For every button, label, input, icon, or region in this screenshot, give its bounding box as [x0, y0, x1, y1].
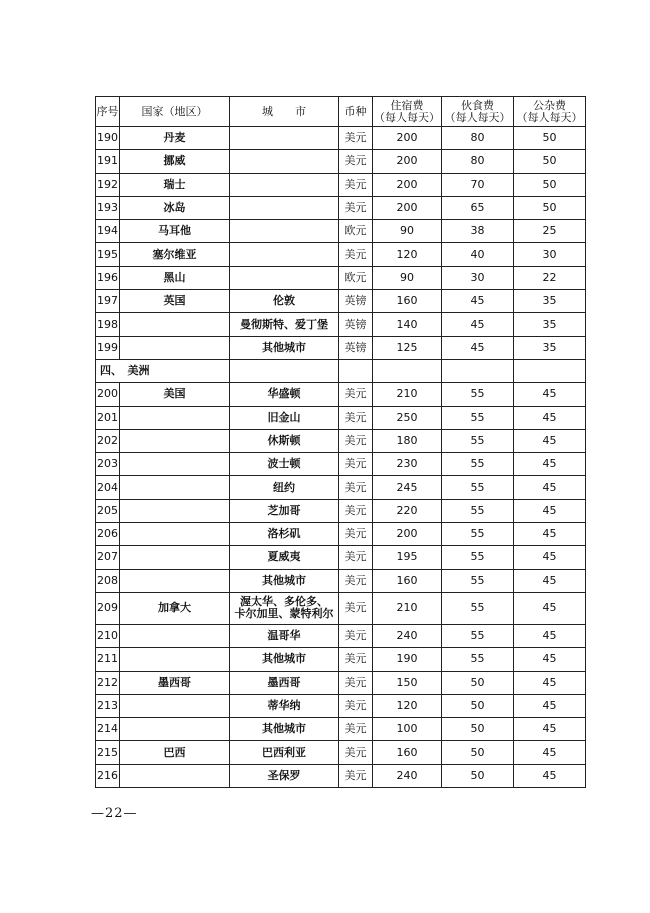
cell-food: 55: [442, 523, 514, 546]
cell-country: [120, 406, 230, 429]
header-country: 国家（地区）: [120, 97, 230, 127]
cell-misc: 45: [514, 718, 586, 741]
cell-misc: 45: [514, 499, 586, 522]
cell-food: 50: [442, 764, 514, 787]
cell-no: 214: [96, 718, 120, 741]
header-city: 城 市: [230, 97, 339, 127]
table-row: [96, 406, 586, 429]
cell-no: 200: [96, 383, 120, 406]
section-row: [96, 359, 586, 382]
table-row: [96, 648, 586, 671]
cell-country: 墨西哥: [120, 671, 230, 694]
cell-currency: 美元: [339, 741, 373, 764]
cell-city: [230, 266, 339, 289]
cell-country: 英国: [120, 290, 230, 313]
cell-city: 洛杉矶: [230, 523, 339, 546]
cell-hotel: 200: [373, 196, 442, 219]
cell-currency: 美元: [339, 592, 373, 624]
cell-no: 206: [96, 523, 120, 546]
cell-food: 45: [442, 336, 514, 359]
cell-currency: 美元: [339, 546, 373, 569]
cell-hotel: 210: [373, 592, 442, 624]
cell-currency: 美元: [339, 764, 373, 787]
cell-hotel: 125: [373, 336, 442, 359]
cell-no: 191: [96, 150, 120, 173]
cell-hotel: 90: [373, 266, 442, 289]
cell-country: 瑞士: [120, 173, 230, 196]
cell-misc: 50: [514, 173, 586, 196]
cell-country: [120, 523, 230, 546]
cell-food: 30: [442, 266, 514, 289]
page-number: —22—: [91, 806, 138, 821]
cell-food: 50: [442, 718, 514, 741]
cell-food: 80: [442, 150, 514, 173]
cell-currency: 美元: [339, 499, 373, 522]
cell-no: 193: [96, 196, 120, 219]
cell-country: [120, 499, 230, 522]
table-row: [96, 313, 586, 336]
table-row: [96, 476, 586, 499]
cell-country: 冰岛: [120, 196, 230, 219]
cell-hotel: 180: [373, 429, 442, 452]
table-row: [96, 127, 586, 150]
table-body: [96, 127, 586, 788]
cell-food: 45: [442, 313, 514, 336]
cell-hotel: 200: [373, 173, 442, 196]
cell-city: 纽约: [230, 476, 339, 499]
cell-food: 55: [442, 383, 514, 406]
cell-currency: 美元: [339, 476, 373, 499]
table-row: [96, 523, 586, 546]
table-row: [96, 173, 586, 196]
cell-food: 55: [442, 476, 514, 499]
cell-currency: 欧元: [339, 266, 373, 289]
cell-no: 211: [96, 648, 120, 671]
cell-misc: 45: [514, 546, 586, 569]
cell-city: 夏威夷: [230, 546, 339, 569]
table-row: [96, 694, 586, 717]
cell-hotel: 120: [373, 694, 442, 717]
cell-hotel: 120: [373, 243, 442, 266]
cell-food: 55: [442, 429, 514, 452]
cell-city: [230, 196, 339, 219]
cell-currency: 美元: [339, 127, 373, 150]
empty-cell: [373, 359, 442, 382]
cell-no: 207: [96, 546, 120, 569]
cell-city: 华盛顿: [230, 383, 339, 406]
table-row: [96, 150, 586, 173]
cell-no: 203: [96, 453, 120, 476]
cell-no: 192: [96, 173, 120, 196]
cell-country: [120, 476, 230, 499]
cell-currency: 美元: [339, 150, 373, 173]
cell-no: 215: [96, 741, 120, 764]
cell-city: 巴西利亚: [230, 741, 339, 764]
cell-hotel: 200: [373, 150, 442, 173]
cell-misc: 50: [514, 196, 586, 219]
cell-city: 其他城市: [230, 336, 339, 359]
table-row: [96, 220, 586, 243]
cell-city: 圣保罗: [230, 764, 339, 787]
cell-no: 204: [96, 476, 120, 499]
cell-currency: 英镑: [339, 336, 373, 359]
cell-misc: 35: [514, 290, 586, 313]
cell-misc: 35: [514, 313, 586, 336]
cell-food: 70: [442, 173, 514, 196]
table-row: [96, 266, 586, 289]
header-currency: 币种: [339, 97, 373, 127]
cell-no: 198: [96, 313, 120, 336]
cell-food: 55: [442, 648, 514, 671]
cell-misc: 45: [514, 741, 586, 764]
cell-hotel: 90: [373, 220, 442, 243]
cell-no: 212: [96, 671, 120, 694]
cell-currency: 美元: [339, 624, 373, 647]
cell-no: 210: [96, 624, 120, 647]
cell-currency: 美元: [339, 694, 373, 717]
cell-city: 渥太华、多伦多、 卡尔加里、蒙特利尔: [230, 592, 339, 624]
cell-hotel: 100: [373, 718, 442, 741]
cell-food: 80: [442, 127, 514, 150]
cell-currency: 美元: [339, 173, 373, 196]
cell-currency: 美元: [339, 648, 373, 671]
cell-no: 197: [96, 290, 120, 313]
cell-hotel: 245: [373, 476, 442, 499]
cell-misc: 45: [514, 453, 586, 476]
cell-city: 温哥华: [230, 624, 339, 647]
cell-hotel: 150: [373, 671, 442, 694]
cell-misc: 45: [514, 624, 586, 647]
cell-country: 挪威: [120, 150, 230, 173]
cell-misc: 22: [514, 266, 586, 289]
cell-country: [120, 429, 230, 452]
cell-misc: 45: [514, 406, 586, 429]
cell-hotel: 160: [373, 741, 442, 764]
table-row: [96, 592, 586, 624]
cell-misc: 50: [514, 127, 586, 150]
cell-misc: 50: [514, 150, 586, 173]
cell-no: 199: [96, 336, 120, 359]
cell-country: 巴西: [120, 741, 230, 764]
cell-food: 45: [442, 290, 514, 313]
cell-food: 65: [442, 196, 514, 219]
cell-no: 201: [96, 406, 120, 429]
cell-country: 马耳他: [120, 220, 230, 243]
cell-country: [120, 453, 230, 476]
cell-misc: 45: [514, 476, 586, 499]
cell-currency: 美元: [339, 429, 373, 452]
cell-country: [120, 624, 230, 647]
cell-city: 其他城市: [230, 648, 339, 671]
cell-hotel: 250: [373, 406, 442, 429]
cell-city: 芝加哥: [230, 499, 339, 522]
cell-misc: 45: [514, 523, 586, 546]
cell-currency: 美元: [339, 569, 373, 592]
cell-hotel: 200: [373, 523, 442, 546]
header-food: 伙食费 （每人每天）: [442, 97, 514, 127]
cell-misc: 25: [514, 220, 586, 243]
cell-food: 55: [442, 569, 514, 592]
cell-food: 38: [442, 220, 514, 243]
cell-no: 190: [96, 127, 120, 150]
cell-currency: 美元: [339, 383, 373, 406]
table-row: [96, 243, 586, 266]
cell-no: 208: [96, 569, 120, 592]
cell-no: 196: [96, 266, 120, 289]
cell-hotel: 210: [373, 383, 442, 406]
cell-country: 美国: [120, 383, 230, 406]
cell-country: [120, 694, 230, 717]
cell-hotel: 195: [373, 546, 442, 569]
cell-misc: 45: [514, 764, 586, 787]
cell-city: 墨西哥: [230, 671, 339, 694]
table-row: [96, 741, 586, 764]
section-label: 四、 美洲: [96, 359, 230, 382]
header-no: 序号: [96, 97, 120, 127]
cell-currency: 美元: [339, 523, 373, 546]
empty-cell: [339, 359, 373, 382]
cell-misc: 30: [514, 243, 586, 266]
table-row: [96, 624, 586, 647]
allowance-table: [95, 96, 586, 788]
cell-country: [120, 546, 230, 569]
cell-city: 伦敦: [230, 290, 339, 313]
cell-hotel: 190: [373, 648, 442, 671]
table-row: [96, 196, 586, 219]
table-row: [96, 764, 586, 787]
cell-country: [120, 648, 230, 671]
cell-currency: 美元: [339, 243, 373, 266]
cell-hotel: 200: [373, 127, 442, 150]
cell-no: 194: [96, 220, 120, 243]
cell-country: 塞尔维亚: [120, 243, 230, 266]
cell-country: [120, 313, 230, 336]
cell-currency: 欧元: [339, 220, 373, 243]
cell-hotel: 140: [373, 313, 442, 336]
table-row: [96, 671, 586, 694]
empty-cell: [230, 359, 339, 382]
cell-misc: 45: [514, 592, 586, 624]
cell-country: [120, 569, 230, 592]
cell-no: 213: [96, 694, 120, 717]
cell-country: [120, 764, 230, 787]
cell-misc: 45: [514, 694, 586, 717]
cell-hotel: 220: [373, 499, 442, 522]
cell-currency: 美元: [339, 718, 373, 741]
table-row: [96, 383, 586, 406]
table-row: [96, 499, 586, 522]
cell-country: [120, 336, 230, 359]
cell-food: 40: [442, 243, 514, 266]
cell-currency: 英镑: [339, 290, 373, 313]
cell-country: 加拿大: [120, 592, 230, 624]
cell-food: 50: [442, 694, 514, 717]
cell-food: 55: [442, 546, 514, 569]
cell-food: 55: [442, 592, 514, 624]
cell-country: 黑山: [120, 266, 230, 289]
cell-city: [230, 220, 339, 243]
cell-no: 209: [96, 592, 120, 624]
cell-hotel: 230: [373, 453, 442, 476]
cell-misc: 45: [514, 648, 586, 671]
table-row: [96, 453, 586, 476]
cell-misc: 45: [514, 569, 586, 592]
cell-hotel: 240: [373, 764, 442, 787]
cell-country: 丹麦: [120, 127, 230, 150]
cell-city: [230, 243, 339, 266]
cell-country: [120, 718, 230, 741]
cell-hotel: 240: [373, 624, 442, 647]
cell-city: 休斯顿: [230, 429, 339, 452]
table-row: [96, 429, 586, 452]
header-misc: 公杂费 （每人每天）: [514, 97, 586, 127]
cell-city: 其他城市: [230, 569, 339, 592]
table-row: [96, 290, 586, 313]
table-row: [96, 336, 586, 359]
cell-city: 蒂华纳: [230, 694, 339, 717]
table-row: [96, 546, 586, 569]
cell-city: [230, 173, 339, 196]
cell-city: [230, 150, 339, 173]
cell-currency: 英镑: [339, 313, 373, 336]
table-row: [96, 569, 586, 592]
cell-misc: 45: [514, 429, 586, 452]
cell-no: 202: [96, 429, 120, 452]
cell-hotel: 160: [373, 569, 442, 592]
cell-no: 205: [96, 499, 120, 522]
cell-city: 其他城市: [230, 718, 339, 741]
header-hotel: 住宿费 （每人每天）: [373, 97, 442, 127]
table-header-row: [96, 97, 586, 127]
cell-currency: 美元: [339, 196, 373, 219]
empty-cell: [514, 359, 586, 382]
cell-city: 曼彻斯特、爱丁堡: [230, 313, 339, 336]
cell-food: 55: [442, 406, 514, 429]
cell-city: [230, 127, 339, 150]
cell-food: 55: [442, 624, 514, 647]
cell-city: 旧金山: [230, 406, 339, 429]
cell-no: 195: [96, 243, 120, 266]
cell-misc: 45: [514, 671, 586, 694]
cell-food: 50: [442, 741, 514, 764]
cell-hotel: 160: [373, 290, 442, 313]
cell-misc: 35: [514, 336, 586, 359]
table-row: [96, 718, 586, 741]
empty-cell: [442, 359, 514, 382]
cell-currency: 美元: [339, 671, 373, 694]
cell-food: 55: [442, 453, 514, 476]
cell-misc: 45: [514, 383, 586, 406]
cell-food: 55: [442, 499, 514, 522]
cell-food: 50: [442, 671, 514, 694]
cell-currency: 美元: [339, 406, 373, 429]
cell-city: 波士顿: [230, 453, 339, 476]
cell-currency: 美元: [339, 453, 373, 476]
cell-no: 216: [96, 764, 120, 787]
